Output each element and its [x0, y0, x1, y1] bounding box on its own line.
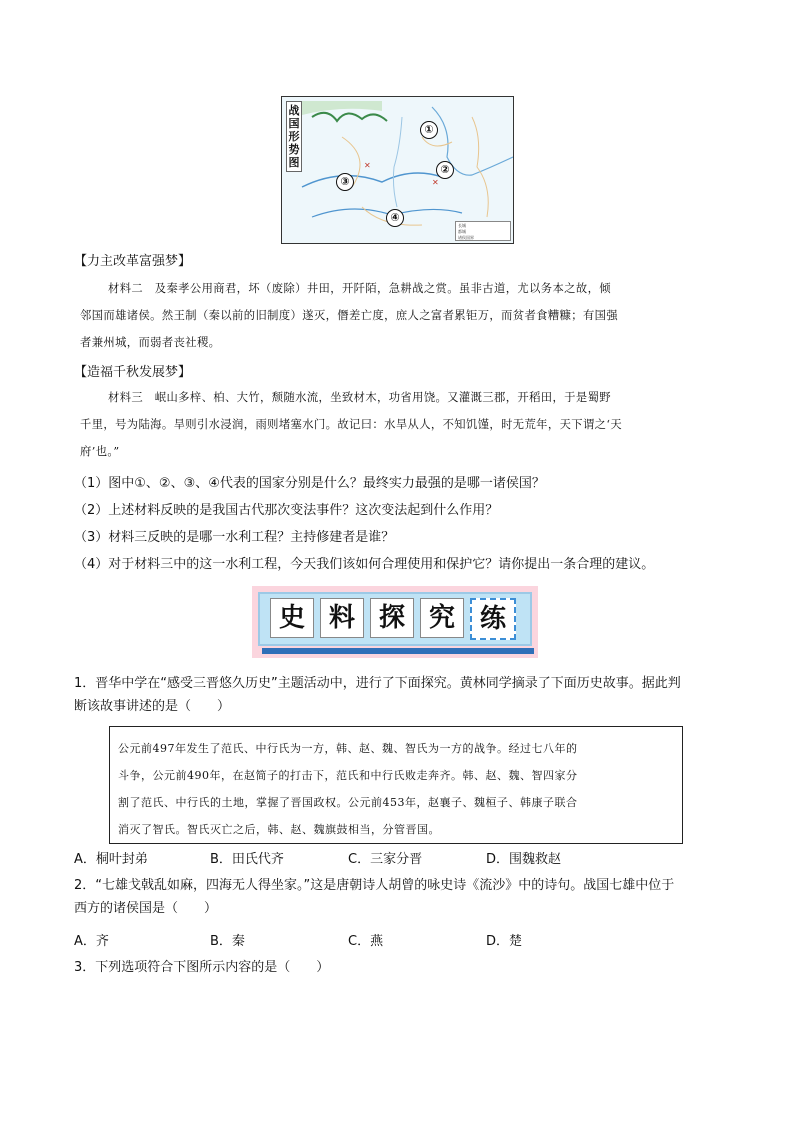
- question-1: （1）图中①、②、③、④代表的国家分别是什么？最终实力最强的是哪一诸侯国？: [74, 476, 545, 491]
- map-marker-2: ②: [436, 161, 454, 179]
- exercise-3-stem: [74, 956, 724, 979]
- map-marker-3: ③: [336, 173, 354, 191]
- exercise-2-option-c: C．燕: [348, 934, 384, 949]
- exercise-2-stem: [74, 874, 724, 920]
- section-heading-reform: 【力主改革富强梦】: [74, 254, 192, 269]
- legend-item: 长城: [458, 223, 466, 228]
- stem-line: 3．下列选项符合下图所示内容的是（ ）: [74, 960, 330, 975]
- exercise-2-option-b: B．秦: [210, 934, 245, 949]
- material-line: 材料二 及秦孝公用商君，坏（废除）井田，开阡陌，急耕战之赏。虽非古道，尤以务本之故，倾: [108, 282, 611, 295]
- exercise-1-stem: [74, 672, 724, 718]
- exercise-1-option-d: D．围魏救赵: [486, 852, 562, 867]
- stem-line: 1．晋华中学在“感受三晋悠久历史”主题活动中，进行了下面探究。黄林同学摘录了下面历史故事。据此判: [74, 676, 681, 691]
- excerpt-line: 消灭了智氏。智氏灭亡之后，韩、赵、魏旗鼓相当，分管晋国。: [118, 823, 440, 836]
- material-line: 府’也。”: [80, 445, 120, 458]
- warring-states-map: [281, 96, 514, 244]
- section-banner: [252, 586, 538, 658]
- exercise-1-option-a: A．桐叶封弟: [74, 852, 148, 867]
- stem-line: 西方的诸侯国是（ ）: [74, 901, 218, 916]
- excerpt-line: 斗争，公元前490年，在赵简子的打击下，范氏和中行氏败走奔齐。韩、赵、魏、智四家分: [118, 769, 578, 782]
- material-line: 千里，号为陆海。旱则引水浸润，雨则堵塞水门。故记曰：水旱从人，不知饥馑，时无荒年，天下谓之‘天: [80, 418, 623, 431]
- stem-line: 断该故事讲述的是（ ）: [74, 699, 231, 714]
- map-title: 战国形势图: [286, 101, 302, 172]
- question-4: （4）对于材料三中的这一水利工程，今天我们该如何合理使用和保护它？请你提出一条合理的建议。: [74, 557, 655, 572]
- section-heading-development: 【造福千秋发展梦】: [74, 365, 192, 380]
- question-3: （3）材料三反映的是哪一水利工程？主持修建者是谁？: [74, 530, 395, 545]
- banner-shadow: [262, 648, 534, 654]
- banner-char: 究: [420, 598, 464, 638]
- stem-line: 2．“七雄戈戟乱如麻，四海无人得坐家。”这是唐朝诗人胡曾的咏史诗《流沙》中的诗句。战国七雄中位于: [74, 878, 675, 893]
- banner-char: 史: [270, 598, 314, 638]
- map-marker-1: ①: [420, 121, 438, 139]
- exercise-1-option-b: B．田氏代齐: [210, 852, 284, 867]
- svg-text:✕: ✕: [432, 178, 439, 187]
- material-two: [80, 275, 722, 356]
- exercise-2-option-d: D．楚: [486, 934, 523, 949]
- banner-char: 练: [470, 598, 516, 640]
- map-marker-4: ④: [386, 209, 404, 227]
- material-line: 者兼州城，而弱者丧社稷。: [80, 336, 221, 349]
- svg-text:✕: ✕: [364, 161, 371, 170]
- excerpt-line: 割了范氏、中行氏的土地，掌握了晋国政权。公元前453年，赵襄子、魏桓子、韩康子联合: [118, 796, 578, 809]
- legend-item: 都城: [458, 229, 466, 234]
- exercise-1-excerpt-box: [109, 726, 683, 844]
- banner-char: 探: [370, 598, 414, 638]
- material-line: 材料三 岷山多梓、柏、大竹，颓随水流，坐致材木，功省用饶。又灌溉三郡，开稻田，于是蜀野: [108, 391, 611, 404]
- question-2: （2）上述材料反映的是我国古代那次变法事件？这次变法起到什么作用？: [74, 503, 499, 518]
- exercise-1-option-c: C．三家分晋: [348, 852, 423, 867]
- excerpt-line: 公元前497年发生了范氏、中行氏为一方，韩、赵、魏、智氏为一方的战争。经过七八年的: [118, 742, 578, 755]
- exercise-2-option-a: A．齐: [74, 934, 109, 949]
- map-legend: [455, 221, 511, 241]
- banner-char: 料: [320, 598, 364, 638]
- material-line: 邻国而雄诸侯。然王制（秦以前的旧制度）遂灭，僭差亡度，庶人之富者累钜万，而贫者食糟糠；有国强: [80, 309, 619, 322]
- material-three: [80, 384, 722, 465]
- legend-item: 诸侯国界: [458, 235, 474, 240]
